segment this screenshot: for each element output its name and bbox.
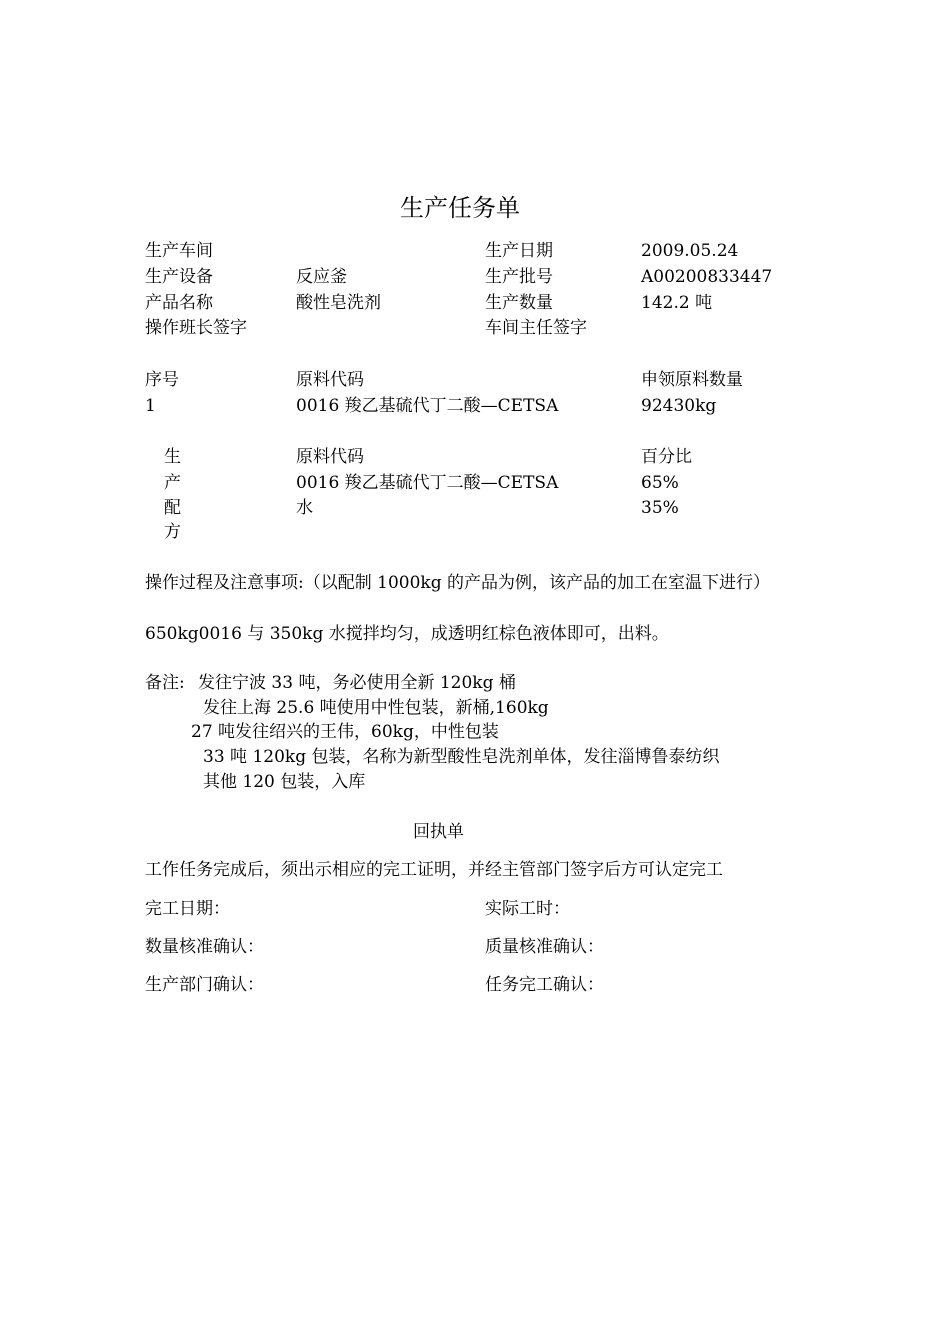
formula-row-percent: 35%	[641, 498, 679, 518]
production-date-value: 2009.05.24	[641, 241, 739, 261]
page-title: 生产任务单	[400, 194, 520, 222]
product-name-value: 酸性皂洗剂	[296, 293, 381, 313]
formula-row-percent: 65%	[641, 473, 679, 493]
materials-row-index: 1	[145, 396, 156, 416]
notes-line: 发往宁波 33 吨，务必使用全新 120kg 桶	[198, 673, 516, 693]
notes-line: 27 吨发往绍兴的王伟，60kg，中性包装	[191, 722, 499, 742]
product-name-label: 产品名称	[145, 293, 213, 313]
receipt-title: 回执单	[413, 822, 464, 842]
task-complete-label: 任务完工确认：	[485, 975, 604, 995]
actual-hours-label: 实际工时：	[485, 899, 570, 919]
process-text: 650kg0016 与 350kg 水搅拌均匀，成透明红棕色液体即可，出料。	[145, 624, 669, 644]
formula-row-code: 0016 羧乙基硫代丁二酸—CETSA	[296, 473, 559, 493]
production-dept-label: 生产部门确认：	[145, 975, 264, 995]
formula-header-code: 原料代码	[296, 447, 364, 467]
formula-side-label-2: 产	[164, 473, 181, 493]
team-leader-signature-label: 操作班长签字	[145, 318, 247, 338]
notes-line: 33 吨 120kg 包装，名称为新型酸性皂洗剂单体，发往淄博鲁泰纺织	[203, 747, 720, 767]
materials-row-quantity: 92430kg	[641, 396, 717, 416]
production-quantity-value: 142.2 吨	[641, 293, 713, 313]
director-signature-label: 车间主任签字	[485, 318, 587, 338]
workshop-label: 生产车间	[145, 241, 213, 261]
notes-line: 其他 120 包装，入库	[203, 772, 366, 792]
batch-number-label: 生产批号	[485, 267, 553, 287]
formula-header-percent: 百分比	[641, 447, 692, 467]
batch-number-value: A00200833447	[641, 267, 773, 287]
formula-side-label-4: 方	[164, 522, 181, 542]
quantity-check-label: 数量核准确认：	[145, 937, 264, 957]
notes-label: 备注:	[145, 673, 185, 693]
equipment-label: 生产设备	[145, 267, 213, 287]
formula-side-label-3: 配	[164, 498, 181, 518]
equipment-value: 反应釜	[296, 267, 347, 287]
materials-header-quantity: 申领原料数量	[641, 370, 743, 390]
materials-row-code: 0016 羧乙基硫代丁二酸—CETSA	[296, 396, 559, 416]
notes-line: 发往上海 25.6 吨使用中性包装，新桶,160kg	[203, 698, 549, 718]
completion-date-label: 完工日期：	[145, 899, 230, 919]
production-date-label: 生产日期	[485, 241, 553, 261]
quality-check-label: 质量核准确认：	[485, 937, 604, 957]
formula-side-label-1: 生	[164, 447, 181, 467]
receipt-statement: 工作任务完成后，须出示相应的完工证明，并经主管部门签字后方可认定完工	[145, 860, 723, 880]
process-heading: 操作过程及注意事项:（以配制 1000kg 的产品为例，该产品的加工在室温下进行）	[145, 573, 770, 593]
materials-header-index: 序号	[145, 370, 179, 390]
materials-header-code: 原料代码	[296, 370, 364, 390]
formula-row-code: 水	[296, 498, 313, 518]
production-quantity-label: 生产数量	[485, 293, 553, 313]
